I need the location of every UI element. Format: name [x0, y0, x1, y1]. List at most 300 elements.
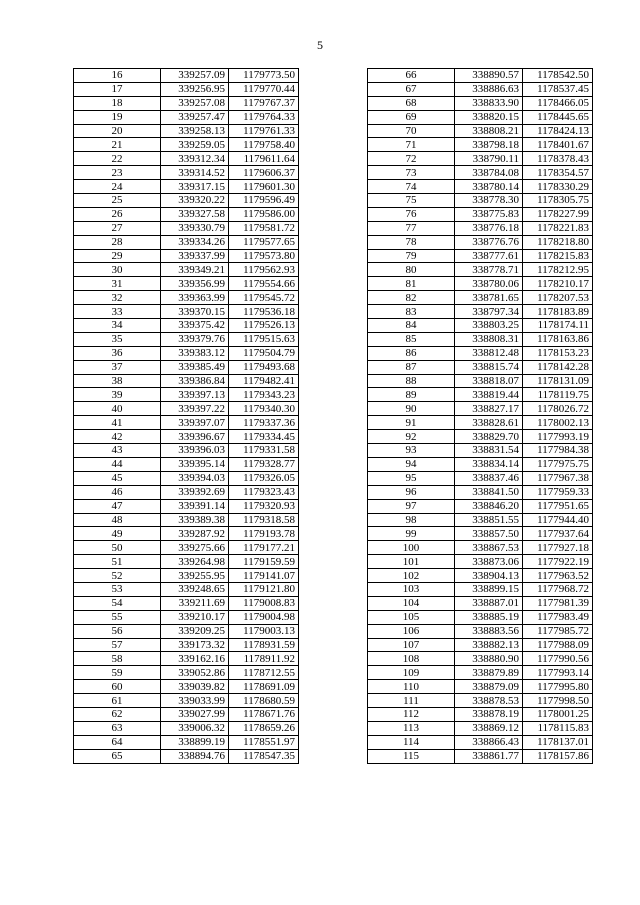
- point-number-cell: 92: [368, 430, 455, 444]
- point-number-cell: 75: [368, 194, 455, 208]
- x-coordinate-cell: 339320.22: [161, 194, 229, 208]
- point-number-cell: 25: [74, 194, 161, 208]
- y-coordinate-cell: 1179601.30: [229, 180, 299, 194]
- x-coordinate-cell: 339162.16: [161, 652, 229, 666]
- x-coordinate-cell: 339389.38: [161, 513, 229, 527]
- y-coordinate-cell: 1177922.19: [523, 555, 593, 569]
- x-coordinate-cell: 339248.65: [161, 582, 229, 596]
- point-number-cell: 98: [368, 513, 455, 527]
- table-row: [368, 541, 593, 555]
- x-coordinate-cell: 338780.06: [455, 277, 523, 291]
- table-row: [74, 194, 299, 208]
- point-number-cell: 87: [368, 360, 455, 374]
- x-coordinate-cell: 338797.34: [455, 305, 523, 319]
- point-number-cell: 58: [74, 652, 161, 666]
- x-coordinate-cell: 339356.99: [161, 277, 229, 291]
- y-coordinate-cell: 1178183.89: [523, 305, 593, 319]
- point-number-cell: 47: [74, 499, 161, 513]
- point-number-cell: 44: [74, 457, 161, 471]
- x-coordinate-cell: 339337.99: [161, 249, 229, 263]
- x-coordinate-cell: 339027.99: [161, 707, 229, 721]
- x-coordinate-cell: 339375.42: [161, 319, 229, 333]
- table-row: [368, 277, 593, 291]
- point-number-cell: 112: [368, 707, 455, 721]
- x-coordinate-cell: 339258.13: [161, 124, 229, 138]
- table-row: [368, 624, 593, 638]
- point-number-cell: 113: [368, 721, 455, 735]
- point-number-cell: 106: [368, 624, 455, 638]
- coordinates-table-right: [367, 68, 593, 764]
- x-coordinate-cell: 339370.15: [161, 305, 229, 319]
- y-coordinate-cell: 1178210.17: [523, 277, 593, 291]
- table-row: [74, 416, 299, 430]
- point-number-cell: 110: [368, 680, 455, 694]
- table-row: [74, 569, 299, 583]
- point-number-cell: 65: [74, 749, 161, 763]
- x-coordinate-cell: 339385.49: [161, 360, 229, 374]
- y-coordinate-cell: 1177993.14: [523, 666, 593, 680]
- y-coordinate-cell: 1177981.39: [523, 596, 593, 610]
- y-coordinate-cell: 1178163.86: [523, 332, 593, 346]
- x-coordinate-cell: 338904.13: [455, 569, 523, 583]
- table-row: [74, 180, 299, 194]
- point-number-cell: 45: [74, 471, 161, 485]
- table-row: [74, 235, 299, 249]
- y-coordinate-cell: 1179323.43: [229, 485, 299, 499]
- x-coordinate-cell: 338780.14: [455, 180, 523, 194]
- x-coordinate-cell: 338887.01: [455, 596, 523, 610]
- table-row: [368, 305, 593, 319]
- x-coordinate-cell: 338890.57: [455, 69, 523, 83]
- point-number-cell: 20: [74, 124, 161, 138]
- table-row: [74, 652, 299, 666]
- point-number-cell: 96: [368, 485, 455, 499]
- x-coordinate-cell: 339396.03: [161, 444, 229, 458]
- x-coordinate-cell: 338820.15: [455, 110, 523, 124]
- x-coordinate-cell: 338815.74: [455, 360, 523, 374]
- table-row: [74, 541, 299, 555]
- table-row: [74, 402, 299, 416]
- y-coordinate-cell: 1178157.86: [523, 749, 593, 763]
- x-coordinate-cell: 339317.15: [161, 180, 229, 194]
- point-number-cell: 59: [74, 666, 161, 680]
- table-row: [74, 707, 299, 721]
- x-coordinate-cell: 339363.99: [161, 291, 229, 305]
- table-row: [368, 638, 593, 652]
- point-number-cell: 37: [74, 360, 161, 374]
- x-coordinate-cell: 338781.65: [455, 291, 523, 305]
- y-coordinate-cell: 1179581.72: [229, 221, 299, 235]
- x-coordinate-cell: 338834.14: [455, 457, 523, 471]
- table-row: [368, 96, 593, 110]
- table-row: [368, 680, 593, 694]
- x-coordinate-cell: 338775.83: [455, 207, 523, 221]
- point-number-cell: 60: [74, 680, 161, 694]
- x-coordinate-cell: 339287.92: [161, 527, 229, 541]
- x-coordinate-cell: 338798.18: [455, 138, 523, 152]
- y-coordinate-cell: 1178537.45: [523, 82, 593, 96]
- point-number-cell: 88: [368, 374, 455, 388]
- x-coordinate-cell: 338827.17: [455, 402, 523, 416]
- x-coordinate-cell: 339259.05: [161, 138, 229, 152]
- x-coordinate-cell: 339314.52: [161, 166, 229, 180]
- y-coordinate-cell: 1178305.75: [523, 194, 593, 208]
- x-coordinate-cell: 339275.66: [161, 541, 229, 555]
- point-number-cell: 68: [368, 96, 455, 110]
- table-row: [368, 402, 593, 416]
- table-row: [368, 332, 593, 346]
- page-number: 5: [317, 38, 323, 52]
- point-number-cell: 80: [368, 263, 455, 277]
- y-coordinate-cell: 1178137.01: [523, 735, 593, 749]
- point-number-cell: 54: [74, 596, 161, 610]
- point-number-cell: 42: [74, 430, 161, 444]
- y-coordinate-cell: 1179193.78: [229, 527, 299, 541]
- table-row: [368, 207, 593, 221]
- y-coordinate-cell: 1178142.28: [523, 360, 593, 374]
- y-coordinate-cell: 1179770.44: [229, 82, 299, 96]
- table-row: [74, 666, 299, 680]
- point-number-cell: 35: [74, 332, 161, 346]
- table-row: [74, 374, 299, 388]
- y-coordinate-cell: 1178691.09: [229, 680, 299, 694]
- point-number-cell: 55: [74, 610, 161, 624]
- x-coordinate-cell: 339039.82: [161, 680, 229, 694]
- table-row: [74, 166, 299, 180]
- y-coordinate-cell: 1178131.09: [523, 374, 593, 388]
- point-number-cell: 33: [74, 305, 161, 319]
- table-row: [74, 263, 299, 277]
- y-coordinate-cell: 1179764.33: [229, 110, 299, 124]
- point-number-cell: 66: [368, 69, 455, 83]
- point-number-cell: 16: [74, 69, 161, 83]
- table-row: [74, 388, 299, 402]
- x-coordinate-cell: 339379.76: [161, 332, 229, 346]
- table-row: [368, 694, 593, 708]
- y-coordinate-cell: 1179003.13: [229, 624, 299, 638]
- table-row: [368, 388, 593, 402]
- y-coordinate-cell: 1177951.65: [523, 499, 593, 513]
- point-number-cell: 94: [368, 457, 455, 471]
- table-row: [74, 249, 299, 263]
- point-number-cell: 31: [74, 277, 161, 291]
- point-number-cell: 19: [74, 110, 161, 124]
- x-coordinate-cell: 338790.11: [455, 152, 523, 166]
- point-number-cell: 76: [368, 207, 455, 221]
- x-coordinate-cell: 339257.09: [161, 69, 229, 83]
- x-coordinate-cell: 338867.53: [455, 541, 523, 555]
- x-coordinate-cell: 338878.19: [455, 707, 523, 721]
- x-coordinate-cell: 338837.46: [455, 471, 523, 485]
- table-row: [368, 527, 593, 541]
- y-coordinate-cell: 1178445.65: [523, 110, 593, 124]
- y-coordinate-cell: 1178002.13: [523, 416, 593, 430]
- y-coordinate-cell: 1179773.50: [229, 69, 299, 83]
- table-row: [74, 694, 299, 708]
- y-coordinate-cell: 1179554.66: [229, 277, 299, 291]
- y-coordinate-cell: 1179008.83: [229, 596, 299, 610]
- x-coordinate-cell: 338880.90: [455, 652, 523, 666]
- y-coordinate-cell: 1179504.79: [229, 346, 299, 360]
- point-number-cell: 114: [368, 735, 455, 749]
- table-row: [74, 69, 299, 83]
- table-row: [74, 485, 299, 499]
- y-coordinate-cell: 1177988.09: [523, 638, 593, 652]
- point-number-cell: 38: [74, 374, 161, 388]
- table-row: [74, 513, 299, 527]
- point-number-cell: 90: [368, 402, 455, 416]
- x-coordinate-cell: 338819.44: [455, 388, 523, 402]
- table-row: [368, 499, 593, 513]
- x-coordinate-cell: 339327.58: [161, 207, 229, 221]
- y-coordinate-cell: 1178401.67: [523, 138, 593, 152]
- point-number-cell: 72: [368, 152, 455, 166]
- point-number-cell: 79: [368, 249, 455, 263]
- table-row: [368, 346, 593, 360]
- x-coordinate-cell: 339033.99: [161, 694, 229, 708]
- x-coordinate-cell: 338803.25: [455, 319, 523, 333]
- point-number-cell: 22: [74, 152, 161, 166]
- x-coordinate-cell: 339210.17: [161, 610, 229, 624]
- table-row: [74, 346, 299, 360]
- table-row: [368, 374, 593, 388]
- y-coordinate-cell: 1179767.37: [229, 96, 299, 110]
- point-number-cell: 86: [368, 346, 455, 360]
- x-coordinate-cell: 339257.47: [161, 110, 229, 124]
- y-coordinate-cell: 1178218.80: [523, 235, 593, 249]
- y-coordinate-cell: 1179331.58: [229, 444, 299, 458]
- point-number-cell: 28: [74, 235, 161, 249]
- point-number-cell: 109: [368, 666, 455, 680]
- y-coordinate-cell: 1178547.35: [229, 749, 299, 763]
- table-row: [368, 291, 593, 305]
- table-row: [74, 319, 299, 333]
- point-number-cell: 62: [74, 707, 161, 721]
- x-coordinate-cell: 338841.50: [455, 485, 523, 499]
- y-coordinate-cell: 1177937.64: [523, 527, 593, 541]
- point-number-cell: 50: [74, 541, 161, 555]
- table-row: [74, 138, 299, 152]
- point-number-cell: 77: [368, 221, 455, 235]
- table-row: [74, 527, 299, 541]
- table-row: [368, 263, 593, 277]
- y-coordinate-cell: 1178712.55: [229, 666, 299, 680]
- table-row: [74, 610, 299, 624]
- y-coordinate-cell: 1178542.50: [523, 69, 593, 83]
- x-coordinate-cell: 338808.21: [455, 124, 523, 138]
- point-number-cell: 74: [368, 180, 455, 194]
- point-number-cell: 105: [368, 610, 455, 624]
- point-number-cell: 91: [368, 416, 455, 430]
- y-coordinate-cell: 1178680.59: [229, 694, 299, 708]
- x-coordinate-cell: 338882.13: [455, 638, 523, 652]
- y-coordinate-cell: 1179159.59: [229, 555, 299, 569]
- table-row: [74, 471, 299, 485]
- y-coordinate-cell: 1177959.33: [523, 485, 593, 499]
- x-coordinate-cell: 339395.14: [161, 457, 229, 471]
- x-coordinate-cell: 339052.86: [161, 666, 229, 680]
- y-coordinate-cell: 1177984.38: [523, 444, 593, 458]
- x-coordinate-cell: 339006.32: [161, 721, 229, 735]
- y-coordinate-cell: 1179343.23: [229, 388, 299, 402]
- x-coordinate-cell: 338878.53: [455, 694, 523, 708]
- y-coordinate-cell: 1177998.50: [523, 694, 593, 708]
- x-coordinate-cell: 339383.12: [161, 346, 229, 360]
- point-number-cell: 111: [368, 694, 455, 708]
- point-number-cell: 52: [74, 569, 161, 583]
- y-coordinate-cell: 1178001.25: [523, 707, 593, 721]
- table-row: [74, 582, 299, 596]
- x-coordinate-cell: 338873.06: [455, 555, 523, 569]
- table-row: [368, 180, 593, 194]
- table-row: [74, 444, 299, 458]
- point-number-cell: 56: [74, 624, 161, 638]
- point-number-cell: 61: [74, 694, 161, 708]
- y-coordinate-cell: 1179326.05: [229, 471, 299, 485]
- point-number-cell: 21: [74, 138, 161, 152]
- y-coordinate-cell: 1178551.97: [229, 735, 299, 749]
- point-number-cell: 57: [74, 638, 161, 652]
- x-coordinate-cell: 338851.55: [455, 513, 523, 527]
- x-coordinate-cell: 338894.76: [161, 749, 229, 763]
- point-number-cell: 30: [74, 263, 161, 277]
- y-coordinate-cell: 1177985.72: [523, 624, 593, 638]
- point-number-cell: 81: [368, 277, 455, 291]
- point-number-cell: 39: [74, 388, 161, 402]
- table-row: [74, 749, 299, 763]
- y-coordinate-cell: 1178026.72: [523, 402, 593, 416]
- point-number-cell: 83: [368, 305, 455, 319]
- table-row: [74, 291, 299, 305]
- point-number-cell: 43: [74, 444, 161, 458]
- point-number-cell: 51: [74, 555, 161, 569]
- y-coordinate-cell: 1177975.75: [523, 457, 593, 471]
- point-number-cell: 89: [368, 388, 455, 402]
- table-row: [368, 360, 593, 374]
- table-row: [74, 457, 299, 471]
- table-row: [368, 166, 593, 180]
- table-row: [368, 138, 593, 152]
- y-coordinate-cell: 1178931.59: [229, 638, 299, 652]
- point-number-cell: 100: [368, 541, 455, 555]
- table-row: [368, 610, 593, 624]
- coordinates-table-left: [73, 68, 299, 764]
- point-number-cell: 107: [368, 638, 455, 652]
- x-coordinate-cell: 338899.19: [161, 735, 229, 749]
- y-coordinate-cell: 1178424.13: [523, 124, 593, 138]
- table-row: [74, 96, 299, 110]
- y-coordinate-cell: 1179004.98: [229, 610, 299, 624]
- table-row: [368, 749, 593, 763]
- x-coordinate-cell: 339173.32: [161, 638, 229, 652]
- table-row: [368, 124, 593, 138]
- x-coordinate-cell: 339257.08: [161, 96, 229, 110]
- y-coordinate-cell: 1177993.19: [523, 430, 593, 444]
- table-row: [368, 152, 593, 166]
- table-row: [74, 638, 299, 652]
- y-coordinate-cell: 1179318.58: [229, 513, 299, 527]
- y-coordinate-cell: 1179328.77: [229, 457, 299, 471]
- y-coordinate-cell: 1179758.40: [229, 138, 299, 152]
- x-coordinate-cell: 339397.22: [161, 402, 229, 416]
- table-row: [74, 624, 299, 638]
- y-coordinate-cell: 1179586.00: [229, 207, 299, 221]
- y-coordinate-cell: 1179337.36: [229, 416, 299, 430]
- point-number-cell: 93: [368, 444, 455, 458]
- y-coordinate-cell: 1179515.63: [229, 332, 299, 346]
- y-coordinate-cell: 1179482.41: [229, 374, 299, 388]
- y-coordinate-cell: 1178911.92: [229, 652, 299, 666]
- y-coordinate-cell: 1178221.83: [523, 221, 593, 235]
- table-row: [368, 430, 593, 444]
- table-row: [74, 555, 299, 569]
- x-coordinate-cell: 339312.34: [161, 152, 229, 166]
- x-coordinate-cell: 339256.95: [161, 82, 229, 96]
- point-number-cell: 46: [74, 485, 161, 499]
- y-coordinate-cell: 1179536.18: [229, 305, 299, 319]
- y-coordinate-cell: 1177995.80: [523, 680, 593, 694]
- y-coordinate-cell: 1178212.95: [523, 263, 593, 277]
- point-number-cell: 27: [74, 221, 161, 235]
- x-coordinate-cell: 338812.48: [455, 346, 523, 360]
- y-coordinate-cell: 1179545.72: [229, 291, 299, 305]
- x-coordinate-cell: 338846.20: [455, 499, 523, 513]
- y-coordinate-cell: 1178215.83: [523, 249, 593, 263]
- table-row: [74, 332, 299, 346]
- table-row: [74, 305, 299, 319]
- y-coordinate-cell: 1179334.45: [229, 430, 299, 444]
- y-coordinate-cell: 1177944.40: [523, 513, 593, 527]
- point-number-cell: 71: [368, 138, 455, 152]
- point-number-cell: 70: [368, 124, 455, 138]
- table-row: [368, 221, 593, 235]
- point-number-cell: 73: [368, 166, 455, 180]
- y-coordinate-cell: 1179493.68: [229, 360, 299, 374]
- table-row: [368, 582, 593, 596]
- point-number-cell: 64: [74, 735, 161, 749]
- y-coordinate-cell: 1178153.23: [523, 346, 593, 360]
- table-row: [74, 124, 299, 138]
- x-coordinate-cell: 338879.89: [455, 666, 523, 680]
- point-number-cell: 24: [74, 180, 161, 194]
- x-coordinate-cell: 339397.13: [161, 388, 229, 402]
- x-coordinate-cell: 338778.30: [455, 194, 523, 208]
- y-coordinate-cell: 1179596.49: [229, 194, 299, 208]
- table-row: [368, 707, 593, 721]
- x-coordinate-cell: 338778.71: [455, 263, 523, 277]
- table-row: [74, 207, 299, 221]
- y-coordinate-cell: 1179320.93: [229, 499, 299, 513]
- table-row: [368, 416, 593, 430]
- point-number-cell: 97: [368, 499, 455, 513]
- y-coordinate-cell: 1177927.18: [523, 541, 593, 555]
- table-row: [368, 194, 593, 208]
- point-number-cell: 23: [74, 166, 161, 180]
- x-coordinate-cell: 338831.54: [455, 444, 523, 458]
- y-coordinate-cell: 1178378.43: [523, 152, 593, 166]
- coordinates-table-right-body: [368, 69, 593, 764]
- y-coordinate-cell: 1178671.76: [229, 707, 299, 721]
- x-coordinate-cell: 338784.08: [455, 166, 523, 180]
- point-number-cell: 69: [368, 110, 455, 124]
- y-coordinate-cell: 1178659.26: [229, 721, 299, 735]
- table-row: [74, 596, 299, 610]
- table-row: [368, 652, 593, 666]
- point-number-cell: 99: [368, 527, 455, 541]
- y-coordinate-cell: 1179573.80: [229, 249, 299, 263]
- point-number-cell: 36: [74, 346, 161, 360]
- x-coordinate-cell: 339264.98: [161, 555, 229, 569]
